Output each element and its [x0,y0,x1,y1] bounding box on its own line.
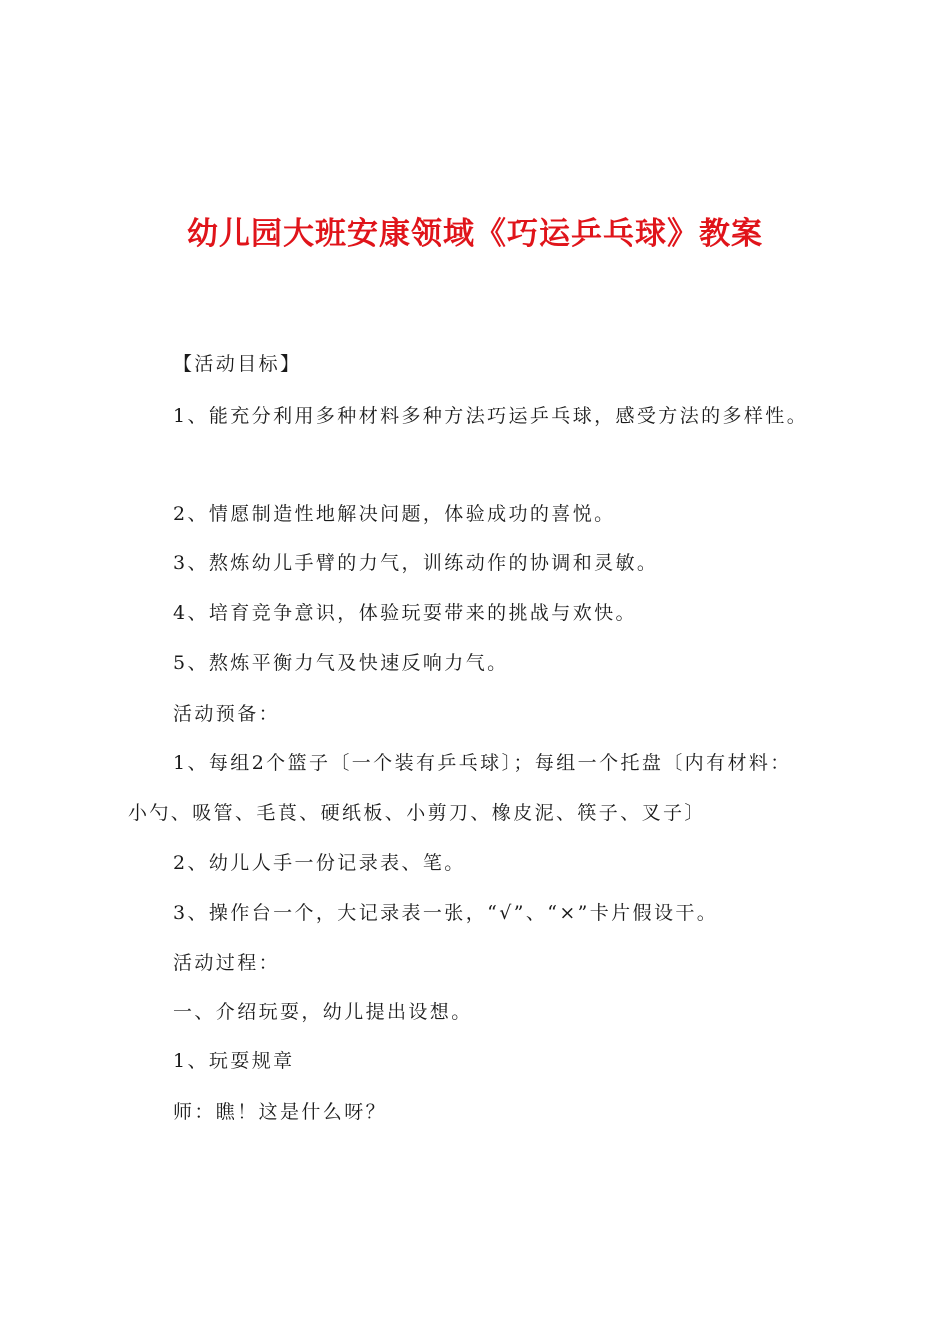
paragraph-line: 2、幼儿人手一份记录表、笔。 [173,852,466,874]
paragraph-line: 1、每组2个篮子〔一个装有乒乓球〕；每组一个托盘〔内有材料： [173,752,792,774]
paragraph-line: 5、熬炼平衡力气及快速反响力气。 [173,652,509,674]
document-title: 幼儿园大班安康领域《巧运乒乓球》教案 [187,216,763,252]
paragraph-line: 小勺、吸管、毛莨、硬纸板、小剪刀、橡皮泥、筷子、叉子〕 [128,802,706,824]
paragraph-line: 师：瞧！这是什么呀？ [173,1101,388,1123]
paragraph-line: 2、情愿制造性地解决问题，体验成功的喜悦。 [173,503,616,525]
section-heading-goals: 【活动目标】 [173,353,302,375]
paragraph-line: 3、操作台一个，大记录表一张，“√”、“×”卡片假设干。 [173,902,719,924]
paragraph-line: 4、培育竞争意识，体验玩耍带来的挑战与欢快。 [173,602,637,624]
section-heading-process: 活动过程： [173,952,281,974]
paragraph-line: 1、能充分利用多种材料多种方法巧运乒乓球，感受方法的多样性。 [173,405,809,427]
section-heading-preparation: 活动预备： [173,703,281,725]
paragraph-line: 1、玩耍规章 [173,1050,295,1072]
paragraph-line: 一、介绍玩耍，幼儿提出设想。 [173,1001,473,1023]
paragraph-line: 3、熬炼幼儿手臂的力气，训练动作的协调和灵敏。 [173,552,659,574]
